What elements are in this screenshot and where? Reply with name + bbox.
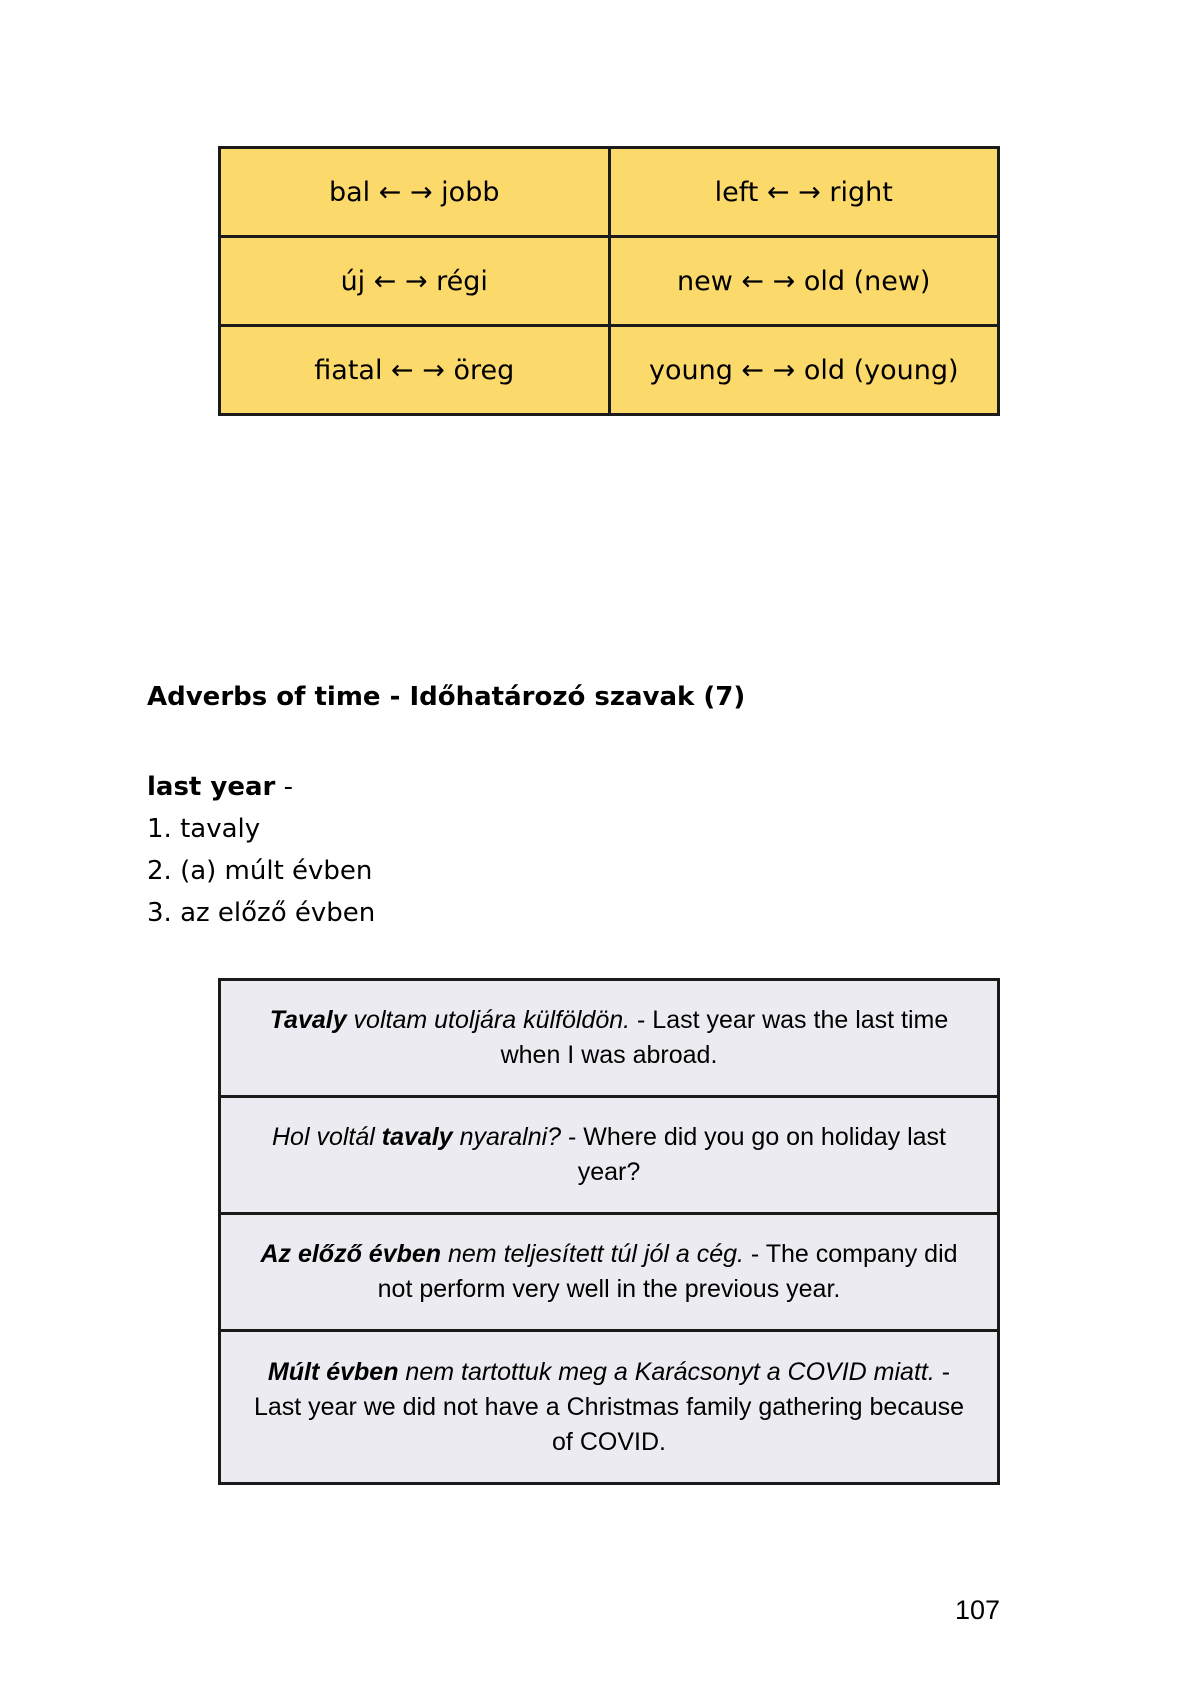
translation-list [147, 808, 375, 934]
examples-table [218, 978, 1000, 1485]
example-sentence [220, 1097, 999, 1214]
example-highlight: Tavaly [269, 1006, 347, 1034]
translation-item: 2. (a) múlt évben [147, 856, 373, 886]
vocab-english: left ← → right [609, 148, 999, 237]
vocab-row [220, 237, 999, 326]
vocab-hungarian: fiatal ← → öreg [220, 326, 610, 415]
translation-item: 1. tavaly [147, 814, 261, 844]
example-row [220, 1331, 999, 1484]
term-heading [147, 766, 375, 808]
example-hungarian: voltam utoljára külföldön. [346, 1006, 631, 1034]
vocab-english: new ← → old (new) [609, 237, 999, 326]
vocab-hungarian: bal ← → jobb [220, 148, 610, 237]
example-row [220, 1097, 999, 1214]
example-sentence [220, 1331, 999, 1484]
vocab-english: young ← → old (young) [609, 326, 999, 415]
term-word: last year [147, 772, 276, 802]
example-highlight: tavaly [381, 1123, 453, 1151]
example-sentence [220, 1214, 999, 1331]
example-hungarian: nem tartottuk meg a Karácsonyt a COVID miatt. [398, 1357, 935, 1386]
example-sentence [220, 980, 999, 1097]
example-highlight: Múlt évben [267, 1357, 399, 1386]
page-number: 107 [954, 1595, 1000, 1625]
vocabulary-table [218, 146, 1000, 416]
term-separator: - [275, 772, 294, 802]
translation-item: 3. az előző évben [147, 898, 376, 928]
example-hungarian: Hol voltál [272, 1123, 382, 1151]
example-english: - Last year we did not have a Christmas family gathering because of COVID. [253, 1357, 965, 1456]
vocab-hungarian: új ← → régi [220, 237, 610, 326]
vocab-row [220, 326, 999, 415]
example-row [220, 1214, 999, 1331]
example-row [220, 980, 999, 1097]
example-hungarian: nem teljesített túl jól a cég. [441, 1240, 744, 1268]
vocab-row [220, 148, 999, 237]
example-english: - The company did not perform very well in the previous year. [377, 1240, 958, 1303]
section-title: Adverbs of time - Időhatározó szavak (7) [147, 682, 746, 712]
example-highlight: Az előző évben [260, 1240, 442, 1268]
example-english: - Last year was the last time when I was abroad. [500, 1006, 949, 1069]
example-english: - Where did you go on holiday last year? [561, 1123, 946, 1186]
term-block [147, 766, 375, 934]
example-hungarian: nyaralni? [452, 1123, 562, 1151]
